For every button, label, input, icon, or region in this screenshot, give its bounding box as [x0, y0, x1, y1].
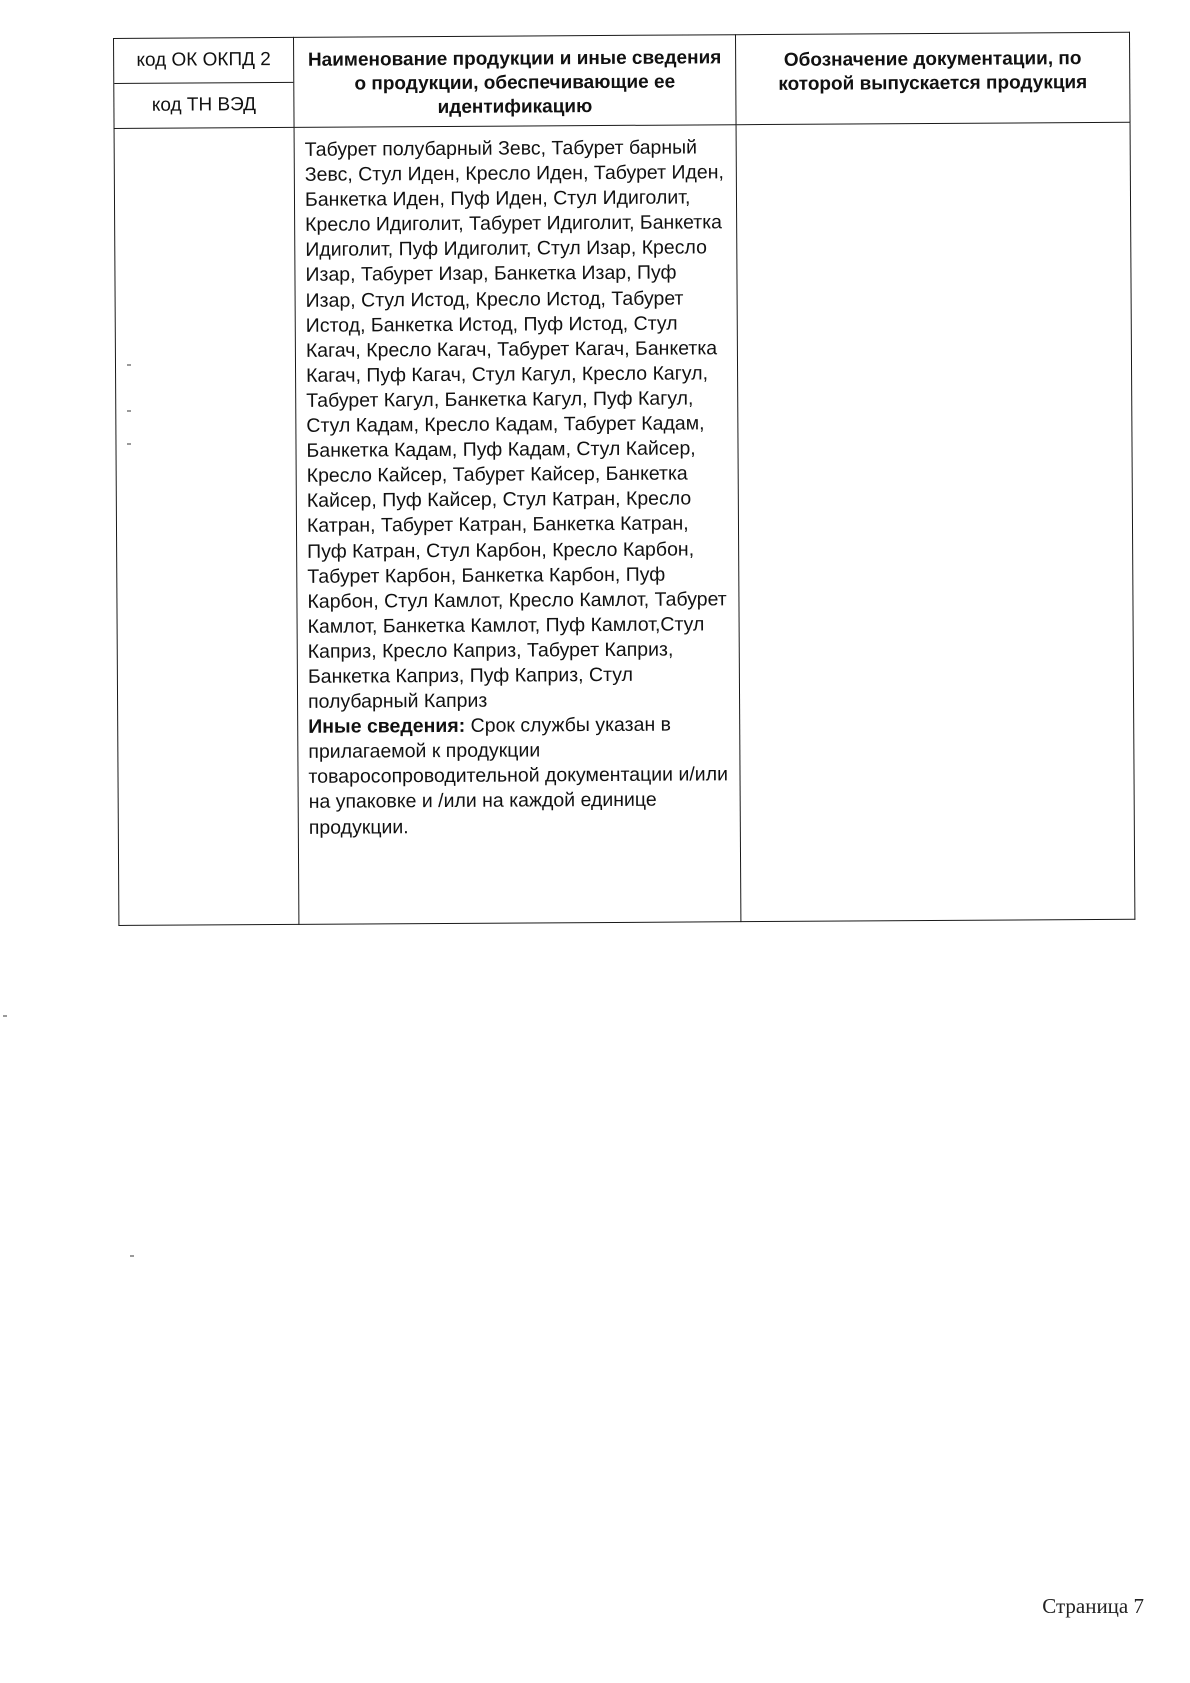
table-row: [114, 122, 1135, 925]
product-list-text: Табурет полубарный Зевс, Табурет барный Зевс, Стул Иден, Кресло Иден, Табурет Иден, Банкетка Иден, Пуф Иден, Стул Идиголит, Кресло Идиголит, Табурет Идиголит, Банкетка Идиголит, Пуф Идиголит, Стул Изар, Кресло Изар, Табурет Изар, Банкетка Изар, Пуф Изар, Стул Истод, Кресло Истод, Табурет Истод, Банкетка Истод, Пуф Истод, Стул Кагач, Кресло Кагач, Табурет Кагач, Банкетка Кагач, Пуф Кагач, Стул Кагул, Кресло Кагул, Табурет Кагул, Банкетка Кагул, Пуф Кагул, Стул Кадам, Кресло Кадам, Табурет Кадам, Банкетка Кадам, Пуф Кадам, Стул Кайсер, Кресло Кайсер, Табурет Кайсер, Банкетка Кайсер, Пуф Кайсер, Стул Катран, Кресло Катран, Табурет Катран, Банкетка Катран, Пуф Катран, Стул Карбон, Кресло Карбон, Табурет Карбон, Банкетка Карбон, Пуф Карбон, Стул Камлот, Кресло Камлот, Табурет Камлот, Банкетка Камлот, Пуф Камлот,Стул Каприз, Кресло Каприз, Табурет Каприз, Банкетка Каприз, Пуф Каприз, Стул полубарный Каприз: [304, 136, 727, 713]
header-tnved-code: код ТН ВЭД: [151, 94, 257, 116]
other-info-text: Срок службы указан в прилагаемой к продукции товаросопроводительной документации и/или на упаковке и /или на каждой единице продукции.: [308, 713, 729, 839]
scan-speck: [3, 1015, 7, 1017]
header-okpd-code: код ОК ОКПД 2: [114, 38, 293, 84]
header-product-name: Наименование продукции и иные сведения о продукции, обеспечивающие ее идентификацию: [293, 35, 736, 128]
other-info-label: Иные сведения:: [308, 715, 466, 738]
header-documentation: Обозначение документации, по которой выпускается продукция: [735, 32, 1130, 124]
scan-speck: [127, 364, 131, 366]
product-table: [113, 32, 1135, 926]
table-header-row: [114, 32, 1131, 128]
product-description-cell: [294, 125, 741, 925]
documentation-cell: [736, 122, 1135, 921]
code-cell: [114, 127, 299, 925]
scan-speck: [127, 410, 131, 412]
scan-speck: [127, 443, 131, 445]
header-code-cell: [114, 37, 295, 128]
scan-speck: [130, 1255, 134, 1257]
page-number: Страница 7: [1042, 1594, 1144, 1618]
